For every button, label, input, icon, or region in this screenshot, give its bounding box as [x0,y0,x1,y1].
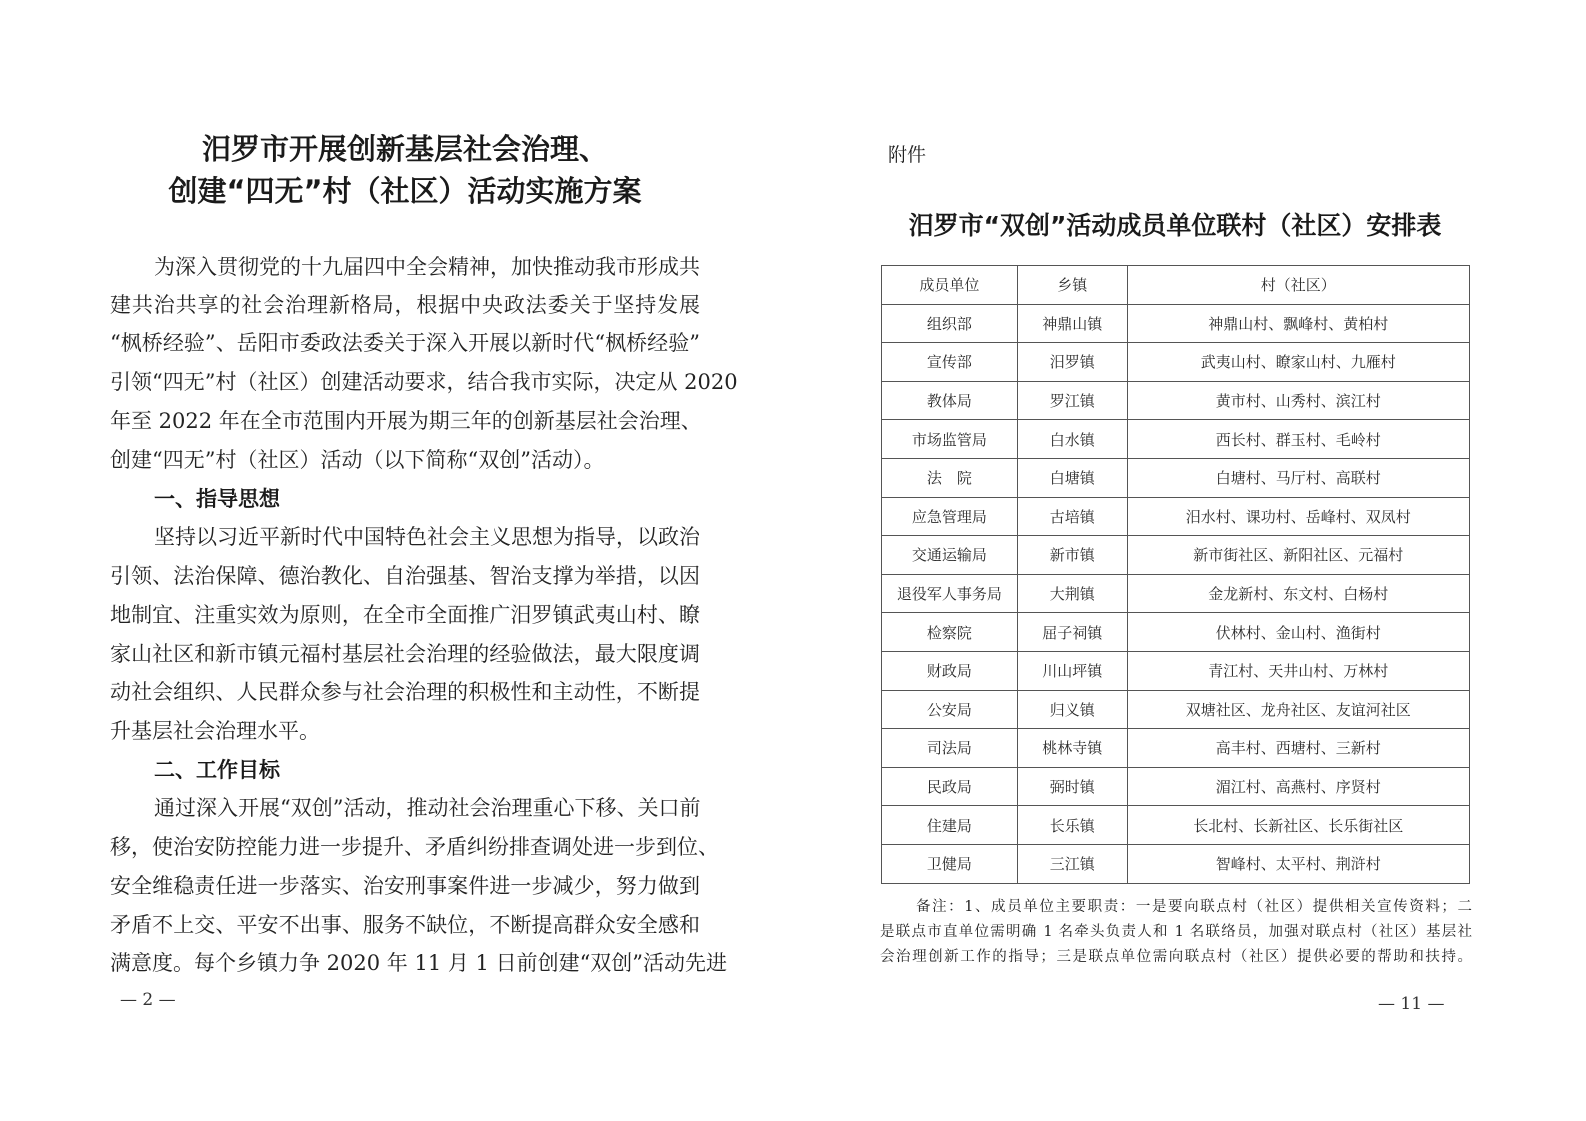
cell-village: 高丰村、西塘村、三新村 [1127,729,1469,768]
cell-town: 弼时镇 [1017,767,1127,806]
header-town: 乡镇 [1017,266,1127,305]
table-row [882,574,1470,613]
table-row [882,497,1470,536]
cell-village: 青江村、天井山村、万林村 [1127,651,1469,690]
note-line: 是联点市直单位需明确 1 名牵头负责人和 1 名联络员，加强对联点村（社区）基层社 [880,924,1472,940]
section-1-heading: 一、指导思想 [154,487,280,511]
cell-town: 归义镇 [1017,690,1127,729]
cell-town: 屈子祠镇 [1017,613,1127,652]
section-2-line: 移，使治安防控能力进一步提升、矛盾纠纷排查调处进一步到位、 [110,835,719,859]
note-line: 会治理创新工作的指导；三是联点单位需向联点村（社区）提供必要的帮助和扶持。 [880,949,1472,965]
section-2-line: 满意度。每个乡镇力争 2020 年 11 月 1 日前创建“双创”活动先进 [110,951,728,975]
cell-town: 白水镇 [1017,420,1127,459]
cell-member-unit: 法 院 [882,458,1018,497]
header-member-unit: 成员单位 [882,266,1018,305]
cell-village: 武夷山村、瞭家山村、九雁村 [1127,343,1469,382]
cell-town: 长乐镇 [1017,806,1127,845]
table-row [882,343,1470,382]
cell-member-unit: 教体局 [882,381,1018,420]
cell-town: 川山坪镇 [1017,651,1127,690]
page-number: — 11 — [1378,994,1445,1014]
cell-town: 神鼎山镇 [1017,304,1127,343]
table-row [882,381,1470,420]
note-line: 备注：1、成员单位主要职责：一是要向联点村（社区）提供相关宣传资料；二 [916,899,1472,915]
cell-village: 金龙新村、东文村、白杨村 [1127,574,1469,613]
intro-line: 引领“四无”村（社区）创建活动要求，结合我市实际，决定从 2020 [110,370,738,394]
cell-town: 古培镇 [1017,497,1127,536]
cell-village: 神鼎山村、飘峰村、黄柏村 [1127,304,1469,343]
cell-member-unit: 住建局 [882,806,1018,845]
cell-town: 桃林寺镇 [1017,729,1127,768]
cell-member-unit: 市场监管局 [882,420,1018,459]
table-title: 汨罗市“双创”活动成员单位联村（社区）安排表 [908,211,1442,240]
cell-village: 白塘村、马厅村、高联村 [1127,458,1469,497]
cell-member-unit: 退役军人事务局 [882,574,1018,613]
cell-town: 罗江镇 [1017,381,1127,420]
document-title [110,128,700,212]
cell-town: 白塘镇 [1017,458,1127,497]
title-line-2: 创建“四无”村（社区）活动实施方案 [168,174,642,208]
header-village: 村（社区） [1127,266,1469,305]
table-row [882,729,1470,768]
page-number: — 2 — [120,990,176,1010]
cell-village: 双塘社区、龙舟社区、友谊河社区 [1127,690,1469,729]
table-row [882,690,1470,729]
table-row [882,420,1470,459]
cell-town: 新市镇 [1017,536,1127,575]
table-row [882,304,1470,343]
attachment-label: 附件 [888,144,927,166]
title-line-1: 汨罗市开展创新基层社会治理、 [201,132,608,166]
cell-village: 湄江村、高燕村、序贤村 [1127,767,1469,806]
table-row [882,613,1470,652]
table-row [882,458,1470,497]
table-row [882,806,1470,845]
cell-member-unit: 交通运输局 [882,536,1018,575]
cell-member-unit: 司法局 [882,729,1018,768]
cell-member-unit: 财政局 [882,651,1018,690]
table-header-row [882,266,1470,305]
table-row [882,844,1470,883]
section-1-line: 引领、法治保障、德治教化、自治强基、智治支撑为举措，以因 [110,564,700,588]
cell-village: 黄市村、山秀村、滨江村 [1127,381,1469,420]
section-2-heading: 二、工作目标 [154,758,280,782]
table-row [882,767,1470,806]
cell-town: 汨罗镇 [1017,343,1127,382]
cell-member-unit: 民政局 [882,767,1018,806]
cell-member-unit: 卫健局 [882,844,1018,883]
cell-member-unit: 应急管理局 [882,497,1018,536]
section-2-line: 安全维稳责任进一步落实、治安刑事案件进一步减少，努力做到 [110,874,700,898]
table-row [882,651,1470,690]
section-1-line: 地制宜、注重实效为原则，在全市全面推广汨罗镇武夷山村、瞭 [110,603,700,627]
cell-village: 智峰村、太平村、荆浒村 [1127,844,1469,883]
section-1-line: 升基层社会治理水平。 [110,719,320,743]
section-1-line: 动社会组织、人民群众参与社会治理的积极性和主动性，不断提 [110,680,700,704]
assignment-table [881,265,1470,884]
section-2-line: 矛盾不上交、平安不出事、服务不缺位，不断提高群众安全感和 [110,913,700,937]
table-row [882,536,1470,575]
intro-line: 年至 2022 年在全市范围内开展为期三年的创新基层社会治理、 [110,409,702,433]
cell-member-unit: 宣传部 [882,343,1018,382]
intro-line: 创建“四无”村（社区）活动（以下简称“双创”活动）。 [110,448,605,472]
cell-member-unit: 检察院 [882,613,1018,652]
section-1-line: 坚持以习近平新时代中国特色社会主义思想为指导，以政治 [154,525,700,549]
cell-member-unit: 组织部 [882,304,1018,343]
section-2-line: 通过深入开展“双创”活动，推动社会治理重心下移、关口前 [154,796,701,820]
cell-village: 西长村、群玉村、毛岭村 [1127,420,1469,459]
cell-village: 汨水村、课功村、岳峰村、双凤村 [1127,497,1469,536]
intro-line: 为深入贯彻党的十九届四中全会精神，加快推动我市形成共 [154,255,700,279]
cell-village: 新市街社区、新阳社区、元福村 [1127,536,1469,575]
cell-village: 长北村、长新社区、长乐街社区 [1127,806,1469,845]
cell-town: 三江镇 [1017,844,1127,883]
intro-line: “枫桥经验”、岳阳市委政法委关于深入开展以新时代“枫桥经验” [110,331,700,355]
cell-town: 大荆镇 [1017,574,1127,613]
cell-member-unit: 公安局 [882,690,1018,729]
intro-line: 建共治共享的社会治理新格局，根据中央政法委关于坚持发展 [110,293,700,317]
section-1-line: 家山社区和新市镇元福村基层社会治理的经验做法，最大限度调 [110,642,700,666]
cell-village: 伏林村、金山村、渔街村 [1127,613,1469,652]
